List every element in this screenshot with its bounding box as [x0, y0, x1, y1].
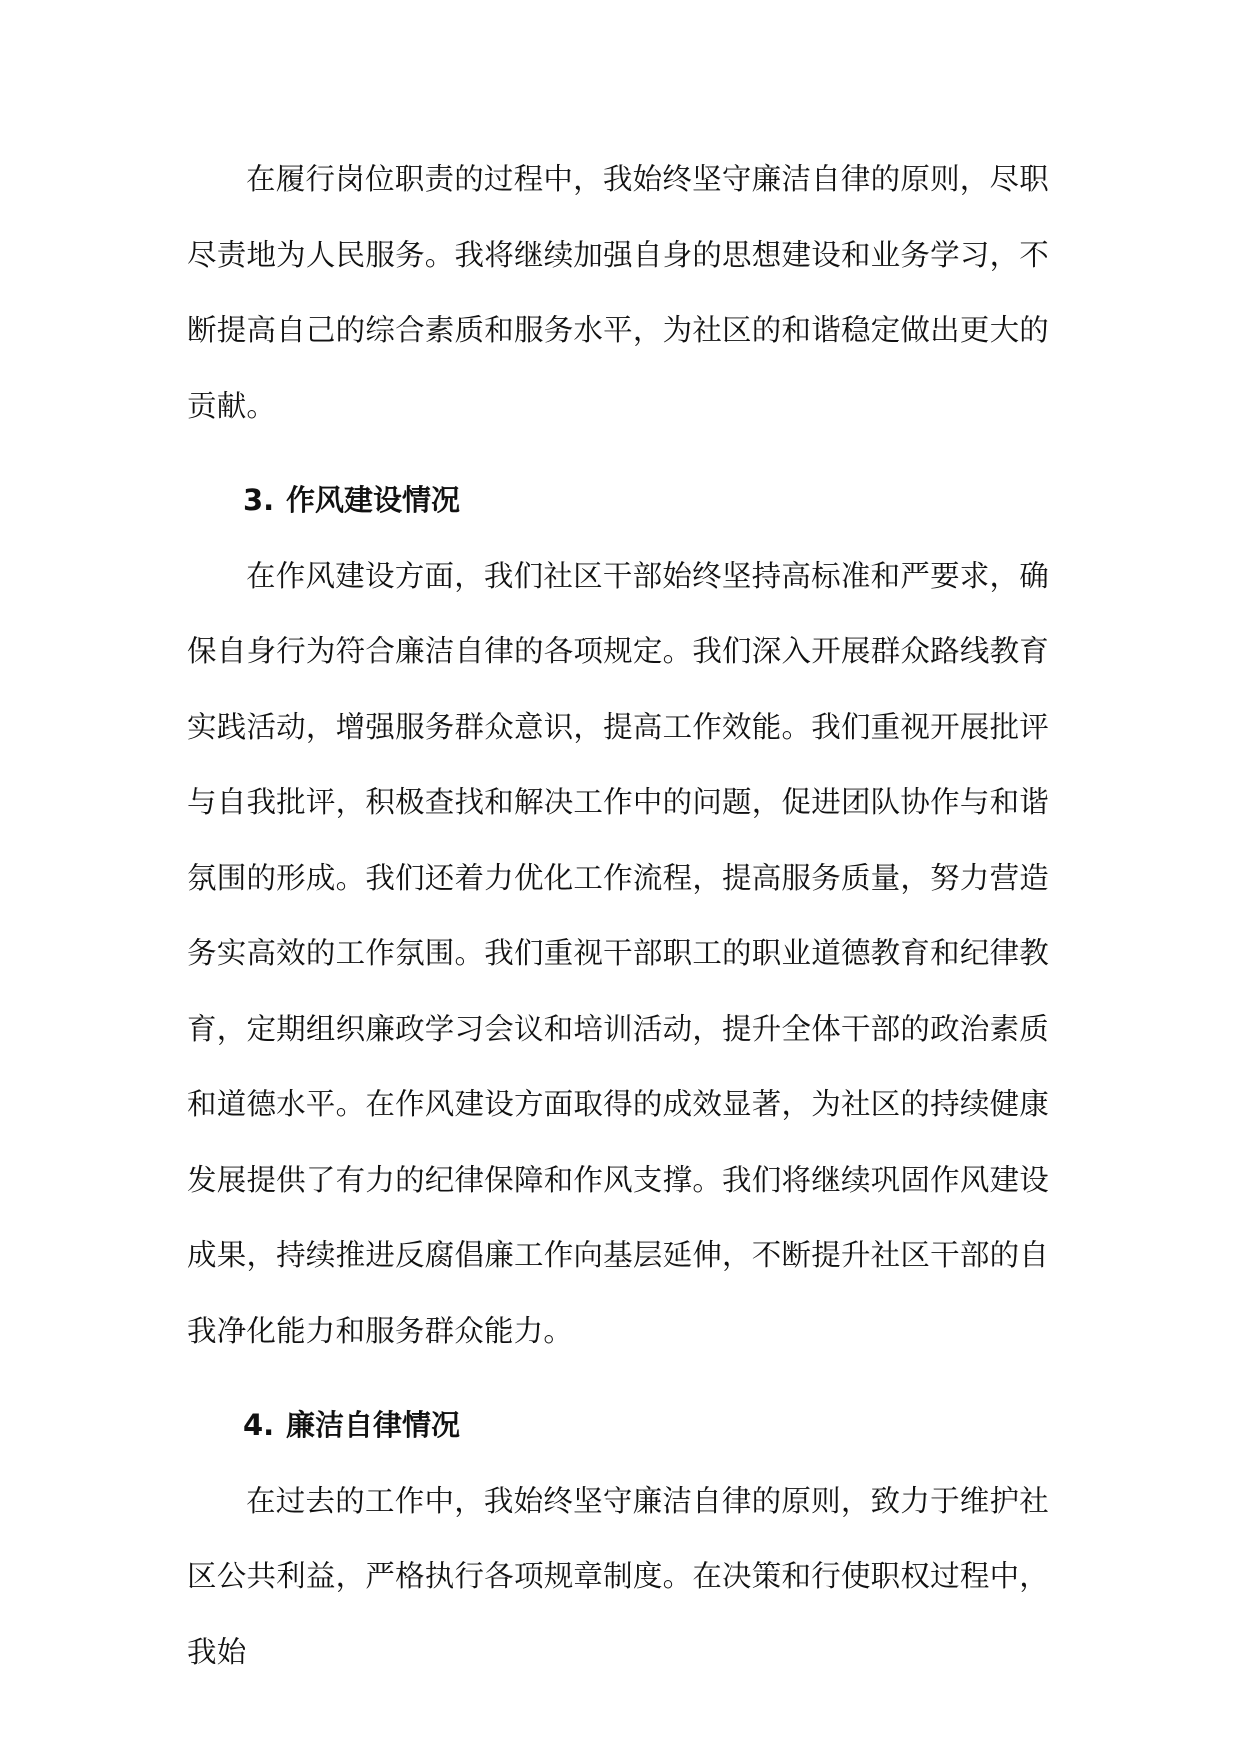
section-3-body: 在作风建设方面，我们社区干部始终坚持高标准和严要求，确保自身行为符合廉洁自律的各项规定。我们深入开展群众路线教育实践活动，增强服务群众意识，提高工作效能。我们重视开展批评与自我批评，积极查找和解决工作中的问题，促进团队协作与和谐氛围的形成。我们还着力优化工作流程，提高服务质量，努力营造务实高效的工作氛围。我们重视干部职工的职业道德教育和纪律教育，定期组织廉政学习会议和培训活动，提升全体干部的政治素质和道德水平。在作风建设方面取得的成效显著，为社区的持续健康发展提供了有力的纪律保障和作风支撑。我们将继续巩固作风建设成果，持续推进反腐倡廉工作向基层延伸，不断提升社区干部的自我净化能力和服务群众能力。	[187, 558, 1049, 1348]
section-heading-4	[187, 1388, 1049, 1464]
section-title: 作风建设情况	[286, 483, 461, 517]
section-4-body: 在过去的工作中，我始终坚守廉洁自律的原则，致力于维护社区公共利益，严格执行各项规章制度。在决策和行使职权过程中，我始	[187, 1483, 1049, 1669]
spacer	[187, 1369, 1049, 1388]
section-number: 4.	[243, 1408, 275, 1442]
section-title: 廉洁自律情况	[286, 1408, 461, 1442]
section-heading-3	[187, 463, 1049, 539]
document-body	[187, 142, 1049, 1690]
spacer	[187, 444, 1049, 463]
paragraph-intro: 在履行岗位职责的过程中，我始终坚守廉洁自律的原则，尽职尽责地为人民服务。我将继续加强自身的思想建设和业务学习，不断提高自己的综合素质和服务水平，为社区的和谐稳定做出更大的贡献。	[187, 162, 1049, 423]
section-number: 3.	[243, 483, 275, 517]
